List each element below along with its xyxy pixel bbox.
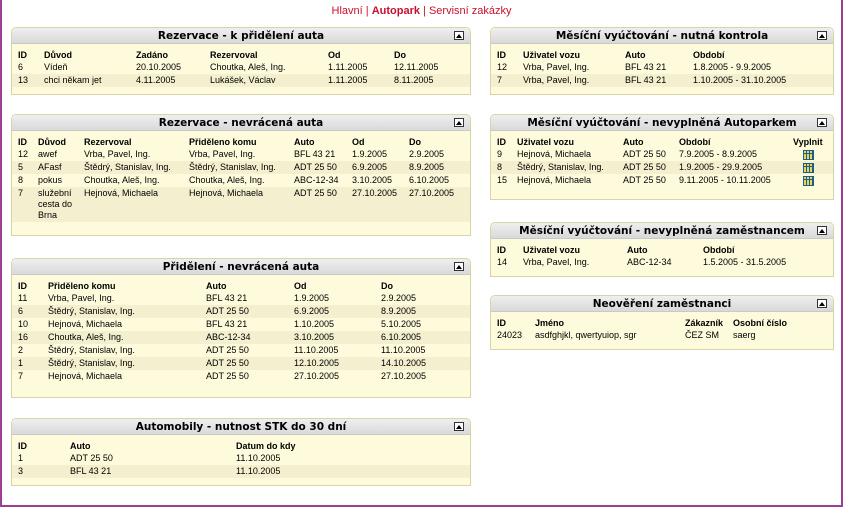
cell-id: 6 xyxy=(12,305,42,318)
column-header[interactable]: Uživatel vozu xyxy=(523,49,581,60)
cell-id: 3 xyxy=(12,465,64,478)
panel-title-text: Měsíční vyúčtování - nevyplněná zaměstnancem xyxy=(519,225,805,237)
minimize-icon[interactable] xyxy=(454,118,464,127)
column-header[interactable]: Rezervoval xyxy=(84,136,132,147)
cell-car: ADT 25 50 xyxy=(288,187,346,222)
cell-car: ADT 25 50 xyxy=(623,175,666,185)
panel-reservations-to-assign xyxy=(11,27,471,95)
table-header xyxy=(491,48,833,61)
cell-reserved-by: Štědrý, Stanislav, Ing. xyxy=(78,161,183,174)
panel-assignments-unreturned xyxy=(11,258,471,398)
cell-reason: Vídeň xyxy=(44,62,68,72)
cell-from: 3.10.2005 xyxy=(288,331,375,344)
cell-id: 6 xyxy=(18,62,24,72)
cell-assigned-to: Hejnová, Michaela xyxy=(48,319,123,329)
column-header[interactable]: Od xyxy=(352,136,365,147)
cell-id: 24023 xyxy=(497,330,523,340)
cell-id: 14 xyxy=(497,257,508,267)
panel-cars-stk-due xyxy=(11,418,471,486)
column-header[interactable]: Auto xyxy=(625,49,646,60)
data-table xyxy=(491,48,833,87)
cell-id: 8 xyxy=(18,175,24,185)
cell-to: 5.10.2005 xyxy=(381,319,422,329)
column-header[interactable]: ID xyxy=(18,136,27,147)
cell-car-user: Štědrý, Stanislav, Ing. xyxy=(511,161,617,174)
cell-id: 7 xyxy=(18,371,24,381)
table-row[interactable] xyxy=(12,292,470,305)
cell-id: 7 xyxy=(491,74,517,87)
cell-car: ADT 25 50 xyxy=(206,371,249,381)
cell-car: ADT 25 50 xyxy=(288,161,346,174)
column-header[interactable]: ID xyxy=(497,317,506,328)
column-header[interactable]: Jméno xyxy=(535,317,565,328)
cell-from: 1.11.2005 xyxy=(328,62,368,72)
column-header[interactable]: ID xyxy=(497,136,506,147)
column-header[interactable]: Od xyxy=(328,49,341,60)
column-header[interactable]: ID xyxy=(18,49,27,60)
panel-reservations-unreturned xyxy=(11,114,471,236)
panel-monthly-billing-autopark xyxy=(490,114,834,200)
cell-id: 2 xyxy=(18,345,24,355)
column-header[interactable]: Přiděleno komu xyxy=(48,280,116,291)
table-row[interactable] xyxy=(491,256,833,269)
cell-car: ABC-12-34 xyxy=(294,175,339,185)
cell-car-user: Vrba, Pavel, Ing. xyxy=(523,257,590,267)
cell-assigned-to: Vrba, Pavel, Ing. xyxy=(48,293,115,303)
table-row[interactable] xyxy=(12,370,470,383)
table-row[interactable] xyxy=(12,187,470,222)
column-header[interactable]: Uživatel vozu xyxy=(523,244,581,255)
panel-title xyxy=(491,28,833,44)
table-row[interactable] xyxy=(491,329,833,342)
cell-fill xyxy=(787,161,833,174)
column-header[interactable]: ID xyxy=(497,244,506,255)
panel-title xyxy=(12,28,470,44)
table-header xyxy=(491,316,833,329)
nav-link-servisni-zakazky[interactable]: Servisní zakázky xyxy=(428,5,512,17)
cell-from: 27.10.2005 xyxy=(346,187,403,222)
table-header xyxy=(12,48,470,61)
data-table xyxy=(491,135,833,187)
cell-id: 1 xyxy=(12,357,42,370)
cell-assigned-to: Štědrý, Stanislav, Ing. xyxy=(42,357,200,370)
panel-unverified-employees xyxy=(490,295,834,350)
cell-reserved-by: Hejnová, Michaela xyxy=(78,187,183,222)
cell-id: 13 xyxy=(12,74,38,87)
cell-to: 8.9.2005 xyxy=(375,305,470,318)
data-table xyxy=(12,439,470,478)
cell-id: 9 xyxy=(497,149,503,159)
panel-title xyxy=(12,115,470,131)
panel-title-text: Neověření zaměstnanci xyxy=(592,298,732,310)
cell-car-user: Vrba, Pavel, Ing. xyxy=(523,62,590,72)
table-header xyxy=(12,439,470,452)
panel-title-text: Přidělení - nevrácená auta xyxy=(162,261,320,273)
cell-to: 27.10.2005 xyxy=(381,371,427,381)
minimize-icon[interactable] xyxy=(454,31,464,40)
cell-to: 27.10.2005 xyxy=(403,187,470,222)
column-header[interactable]: ID xyxy=(18,280,27,291)
cell-car: ADT 25 50 xyxy=(200,357,288,370)
table-row[interactable] xyxy=(12,148,470,161)
cell-period: 9.11.2005 - 10.11.2005 xyxy=(679,175,771,185)
cell-id: 10 xyxy=(18,319,29,329)
cell-car-user: Vrba, Pavel, Ing. xyxy=(517,74,619,87)
cell-due-date: 11.10.2005 xyxy=(236,453,281,463)
cell-reason: pokus xyxy=(38,175,63,185)
cell-from: 11.10.2005 xyxy=(294,345,339,355)
nav-separator: | xyxy=(365,5,369,17)
column-header[interactable]: Důvod xyxy=(38,136,66,147)
data-table xyxy=(491,316,833,342)
cell-car: BFL 43 21 xyxy=(64,465,230,478)
table-row[interactable] xyxy=(491,174,833,187)
column-header[interactable]: Přiděleno komu xyxy=(189,136,257,147)
cell-period: 1.9.2005 - 29.9.2005 xyxy=(673,161,787,174)
cell-period: 1.5.2005 - 31.5.2005 xyxy=(703,257,787,267)
cell-id: 7 xyxy=(12,187,32,222)
table-row[interactable] xyxy=(12,331,470,344)
column-header[interactable]: Do xyxy=(394,49,406,60)
cell-car: BFL 43 21 xyxy=(619,74,687,87)
cell-car: BFL 43 21 xyxy=(206,319,248,329)
table-row[interactable] xyxy=(12,74,470,87)
panel-title xyxy=(12,419,470,435)
column-header[interactable]: Do xyxy=(409,136,421,147)
cell-assigned-to: Choutka, Aleš, Ing. xyxy=(189,175,265,185)
panel-title-text: Rezervace - nevrácená auta xyxy=(158,117,324,129)
column-header[interactable]: Důvod xyxy=(44,49,72,60)
panel-monthly-billing-check xyxy=(490,27,834,95)
column-header[interactable]: Období xyxy=(679,136,711,147)
cell-from: 6.9.2005 xyxy=(288,305,375,318)
cell-car: ABC-12-34 xyxy=(200,331,288,344)
table-row[interactable] xyxy=(491,61,833,74)
table-row[interactable] xyxy=(12,174,470,187)
cell-assigned-to: Štědrý, Stanislav, Ing. xyxy=(42,305,200,318)
panel-title xyxy=(491,223,833,239)
column-header[interactable]: Auto xyxy=(70,440,91,451)
cell-to: 6.10.2005 xyxy=(409,175,450,185)
table-row[interactable] xyxy=(491,161,833,174)
minimize-icon[interactable] xyxy=(817,299,827,308)
cell-customer: ČEZ SM xyxy=(685,330,720,340)
column-header[interactable]: ID xyxy=(18,440,27,451)
cell-period: 1.8.2005 - 9.9.2005 xyxy=(693,62,772,72)
column-header[interactable]: Zákazník xyxy=(685,317,724,328)
panel-title-text: Měsíční vyúčtování - nevyplněná Autoparkem xyxy=(527,117,797,129)
panel-title xyxy=(491,115,833,131)
table-header xyxy=(12,135,470,148)
cell-id: 11 xyxy=(18,293,28,303)
cell-assigned-to: Choutka, Aleš, Ing. xyxy=(42,331,200,344)
column-header[interactable]: Vyplnit xyxy=(793,136,823,147)
cell-car-user: Hejnová, Michaela xyxy=(517,149,592,159)
fill-form-icon[interactable] xyxy=(803,176,814,186)
table-header xyxy=(491,135,833,148)
panel-title-text: Měsíční vyúčtování - nutná kontrola xyxy=(555,30,769,42)
column-header[interactable]: Od xyxy=(294,280,307,291)
cell-car: BFL 43 21 xyxy=(625,62,667,72)
minimize-icon[interactable] xyxy=(817,226,827,235)
cell-car: ADT 25 50 xyxy=(617,161,673,174)
column-header[interactable]: ID xyxy=(497,49,506,60)
cell-reserved-by: Lukášek, Václav xyxy=(204,74,322,87)
minimize-icon[interactable] xyxy=(454,422,464,431)
table-row[interactable] xyxy=(12,161,470,174)
data-table xyxy=(491,243,833,269)
cell-reserved-by: Choutka, Aleš, Ing. xyxy=(210,62,286,72)
cell-car: ABC-12-34 xyxy=(627,257,672,267)
cell-to: 14.10.2005 xyxy=(375,357,470,370)
cell-reason: služební cesta do Brna xyxy=(32,187,78,222)
cell-id: 5 xyxy=(12,161,32,174)
cell-to: 11.10.2005 xyxy=(381,345,426,355)
cell-id: 1 xyxy=(18,453,24,463)
cell-car: ADT 25 50 xyxy=(206,345,249,355)
cell-from: 1.9.2005 xyxy=(294,293,330,303)
cell-to: 2.9.2005 xyxy=(409,149,445,159)
top-navigation xyxy=(0,5,843,17)
minimize-icon[interactable] xyxy=(817,31,827,40)
cell-to: 12.11.2005 xyxy=(394,62,439,72)
data-table xyxy=(12,48,470,87)
table-row[interactable] xyxy=(491,148,833,161)
cell-period: 7.9.2005 - 8.9.2005 xyxy=(679,149,758,159)
cell-reason: chci někam jet xyxy=(38,74,130,87)
cell-id: 15 xyxy=(497,175,508,185)
cell-reason: AFasf xyxy=(32,161,78,174)
cell-assigned-to: Hejnová, Michaela xyxy=(48,371,123,381)
panel-title-text: Automobily - nutnost STK do 30 dní xyxy=(135,421,347,433)
fill-form-icon[interactable] xyxy=(803,150,814,160)
table-row[interactable] xyxy=(12,344,470,357)
column-header[interactable]: Období xyxy=(693,49,725,60)
table-header xyxy=(491,243,833,256)
cell-from: 1.9.2005 xyxy=(352,149,388,159)
cell-assigned-to: Štědrý, Stanislav, Ing. xyxy=(183,161,288,174)
cell-fill xyxy=(787,174,833,187)
table-row[interactable] xyxy=(12,318,470,331)
cell-due-date: 11.10.2005 xyxy=(230,465,470,478)
cell-entered: 20.10.2005 xyxy=(136,62,182,72)
panel-title xyxy=(12,259,470,275)
column-header[interactable]: Auto xyxy=(294,136,315,147)
column-header[interactable]: Období xyxy=(703,244,735,255)
minimize-icon[interactable] xyxy=(817,118,827,127)
panel-title xyxy=(491,296,833,312)
cell-from: 1.10.2005 xyxy=(294,319,335,329)
table-row[interactable] xyxy=(12,357,470,370)
column-header[interactable]: Auto xyxy=(206,280,227,291)
nav-link-autopark[interactable]: Autopark xyxy=(371,5,420,17)
cell-period: 1.10.2005 - 31.10.2005 xyxy=(687,74,833,87)
cell-reserved-by: Vrba, Pavel, Ing. xyxy=(84,149,151,159)
cell-id: 12 xyxy=(18,149,29,159)
column-header[interactable]: Uživatel vozu xyxy=(517,136,575,147)
cell-from: 27.10.2005 xyxy=(294,371,340,381)
cell-id: 12 xyxy=(497,62,508,72)
table-row[interactable] xyxy=(12,452,470,465)
column-header[interactable]: Do xyxy=(381,280,393,291)
cell-reason: awef xyxy=(38,149,58,159)
cell-to: 8.11.2005 xyxy=(388,74,470,87)
column-header[interactable]: Datum do kdy xyxy=(236,440,296,451)
cell-from: 1.11.2005 xyxy=(322,74,388,87)
cell-reserved-by: Choutka, Aleš, Ing. xyxy=(84,175,160,185)
cell-assigned-to: Štědrý, Stanislav, Ing. xyxy=(48,345,135,355)
cell-entered: 4.11.2005 xyxy=(130,74,204,87)
cell-to: 2.9.2005 xyxy=(381,293,417,303)
panel-title-text: Rezervace - k přidělení auta xyxy=(157,30,325,42)
cell-id: 8 xyxy=(491,161,511,174)
nav-link-hlavni[interactable]: Hlavní xyxy=(331,5,363,17)
cell-id: 16 xyxy=(12,331,42,344)
data-table xyxy=(12,135,470,222)
cell-car: BFL 43 21 xyxy=(206,293,248,303)
cell-from: 6.9.2005 xyxy=(346,161,403,174)
table-header xyxy=(12,279,470,292)
cell-car: BFL 43 21 xyxy=(294,149,336,159)
cell-car-user: Hejnová, Michaela xyxy=(517,175,592,185)
data-table xyxy=(12,279,470,383)
panel-monthly-billing-employee xyxy=(490,222,834,277)
column-header[interactable]: Zadáno xyxy=(136,49,169,60)
cell-car: ADT 25 50 xyxy=(623,149,666,159)
column-header[interactable]: Rezervoval xyxy=(210,49,258,60)
table-row[interactable] xyxy=(12,465,470,478)
nav-separator: | xyxy=(423,5,426,17)
column-header[interactable]: Osobní číslo xyxy=(733,317,788,328)
column-header[interactable]: Auto xyxy=(627,244,648,255)
cell-to: 6.10.2005 xyxy=(375,331,470,344)
table-row[interactable] xyxy=(12,305,470,318)
cell-car: ADT 25 50 xyxy=(200,305,288,318)
cell-fill xyxy=(787,148,833,161)
cell-car: ADT 25 50 xyxy=(70,453,113,463)
cell-name: asdfghjkl, qwertyuiop, sgr xyxy=(535,330,637,340)
table-row[interactable] xyxy=(491,74,833,87)
cell-from: 3.10.2005 xyxy=(352,175,393,185)
cell-from: 12.10.2005 xyxy=(288,357,375,370)
minimize-icon[interactable] xyxy=(454,262,464,271)
column-header[interactable]: Auto xyxy=(623,136,644,147)
table-row[interactable] xyxy=(12,61,470,74)
cell-assigned-to: Vrba, Pavel, Ing. xyxy=(189,149,256,159)
fill-form-icon[interactable] xyxy=(803,163,814,173)
cell-to: 8.9.2005 xyxy=(403,161,470,174)
cell-personal-number: saerg xyxy=(733,330,756,340)
cell-assigned-to: Hejnová, Michaela xyxy=(183,187,288,222)
